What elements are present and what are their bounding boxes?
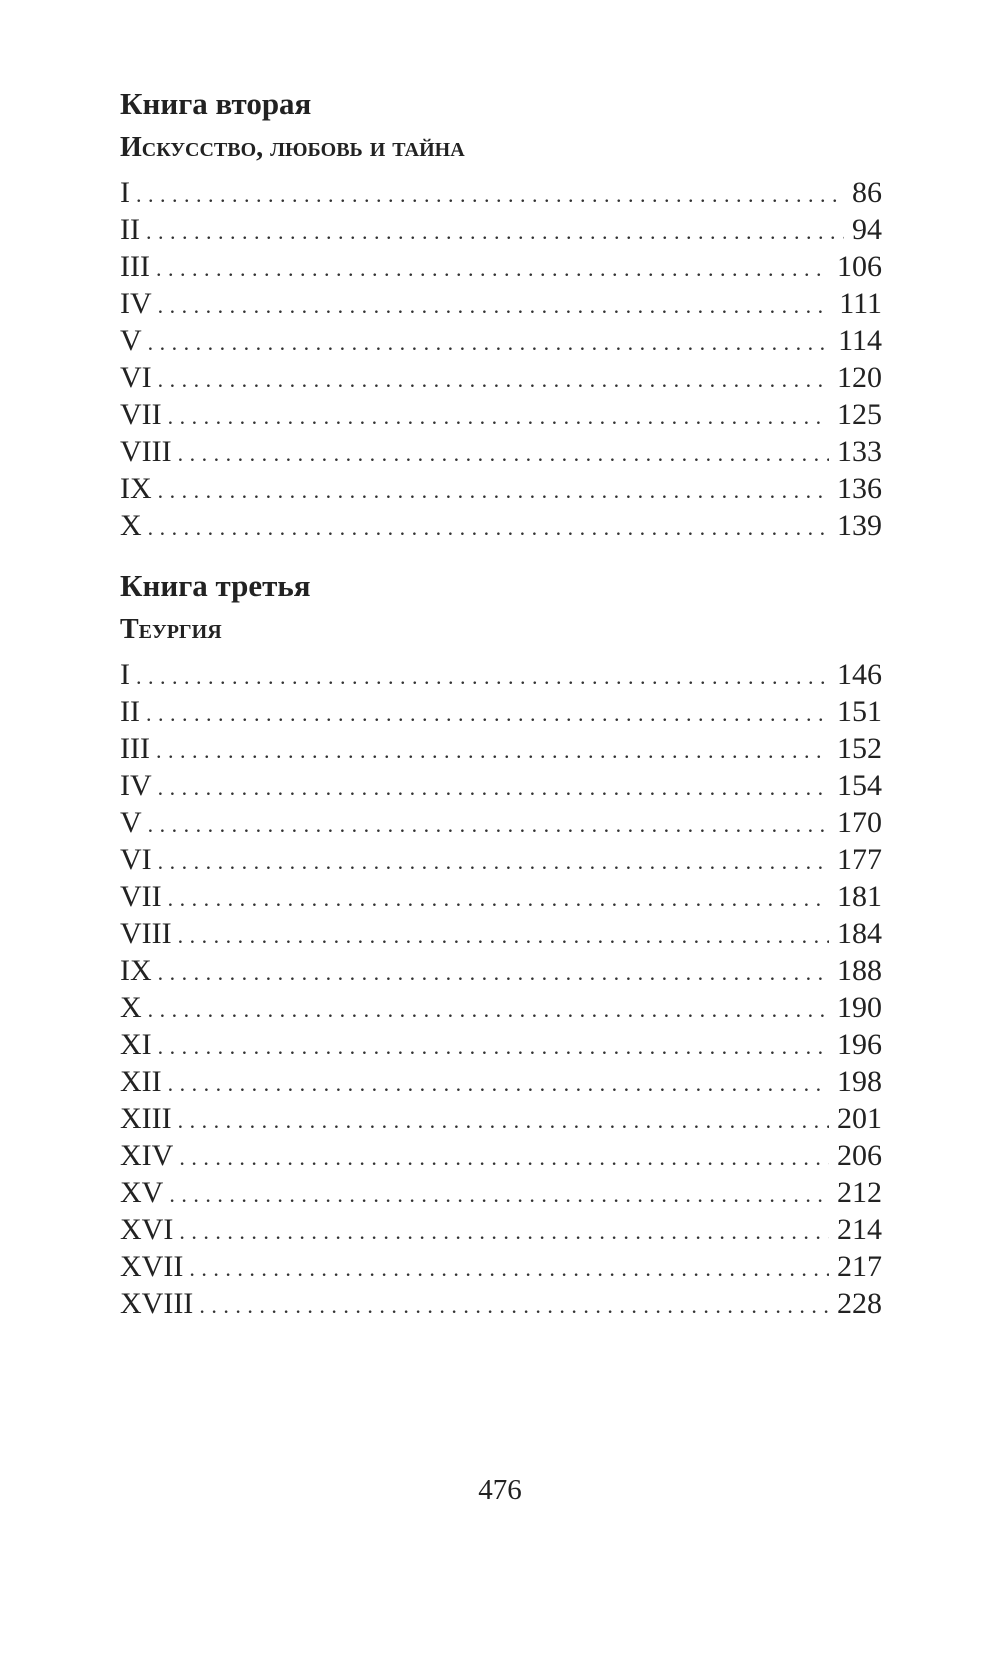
- toc-entry: [120, 915, 882, 952]
- dot-leader: [146, 695, 829, 732]
- book-section: [120, 84, 882, 544]
- chapter-number: XIII: [120, 1102, 172, 1135]
- page-reference: 120: [837, 361, 882, 394]
- page-reference: 111: [839, 287, 882, 320]
- dot-leader: [178, 435, 829, 472]
- page-reference: 212: [837, 1176, 882, 1209]
- part-title: Искусство, любовь и тайна: [120, 132, 465, 163]
- section-divider: [120, 544, 882, 566]
- toc-entry: [120, 285, 882, 322]
- chapter-number: XVI: [120, 1213, 174, 1246]
- dot-leader: [179, 1139, 829, 1176]
- book-section: [120, 566, 882, 1322]
- page-reference: 136: [837, 472, 882, 505]
- dot-leader: [158, 472, 829, 509]
- page-reference: 146: [837, 658, 882, 691]
- dot-leader: [156, 250, 829, 287]
- dot-leader: [168, 398, 829, 435]
- toc-entry: [120, 1100, 882, 1137]
- dot-leader: [146, 213, 844, 250]
- chapter-number: XIV: [120, 1139, 174, 1172]
- toc-entry: [120, 952, 882, 989]
- chapter-number: I: [120, 658, 130, 691]
- dot-leader: [189, 1250, 829, 1287]
- table-of-contents: [120, 84, 882, 1322]
- chapter-number: VII: [120, 398, 162, 431]
- chapter-number: XVIII: [120, 1287, 194, 1320]
- toc-entry: [120, 359, 882, 396]
- toc-entry: [120, 396, 882, 433]
- toc-entry: [120, 1026, 882, 1063]
- page-reference: 94: [852, 213, 882, 246]
- dot-leader: [178, 917, 829, 954]
- chapter-number: V: [120, 806, 142, 839]
- chapter-number: III: [120, 732, 150, 765]
- toc-entry: [120, 1137, 882, 1174]
- toc-entry: [120, 507, 882, 544]
- page-reference: 181: [837, 880, 882, 913]
- chapter-number: XII: [120, 1065, 162, 1098]
- chapter-number: X: [120, 509, 142, 542]
- page-reference: 152: [837, 732, 882, 765]
- dot-leader: [158, 287, 832, 324]
- dot-leader: [158, 361, 829, 398]
- toc-entry: [120, 693, 882, 730]
- toc-entry: [120, 1285, 882, 1322]
- page-reference: 228: [837, 1287, 882, 1320]
- dot-leader: [168, 1065, 829, 1102]
- toc-entry: [120, 1211, 882, 1248]
- page-reference: 206: [837, 1139, 882, 1172]
- chapter-number: XVII: [120, 1250, 184, 1283]
- dot-leader: [158, 769, 829, 806]
- toc-entry: [120, 656, 882, 693]
- dot-leader: [158, 954, 829, 991]
- chapter-number: VIII: [120, 435, 172, 468]
- chapter-number: II: [120, 213, 140, 246]
- chapter-number: VII: [120, 880, 162, 913]
- page-reference: 201: [837, 1102, 882, 1135]
- chapter-number: IV: [120, 287, 152, 320]
- dot-leader: [178, 1102, 829, 1139]
- page-reference: 139: [837, 509, 882, 542]
- toc-entry: [120, 878, 882, 915]
- dot-leader: [136, 658, 829, 695]
- book-title: Книга третья: [120, 568, 311, 603]
- toc-entry: [120, 989, 882, 1026]
- toc-entry: [120, 433, 882, 470]
- chapter-number: IX: [120, 954, 152, 987]
- dot-leader: [148, 806, 829, 843]
- chapter-number: XI: [120, 1028, 152, 1061]
- page-reference: 190: [837, 991, 882, 1024]
- toc-list: [120, 174, 882, 544]
- dot-leader: [199, 1287, 829, 1324]
- chapter-number: IX: [120, 472, 152, 505]
- dot-leader: [148, 509, 829, 546]
- dot-leader: [158, 843, 829, 880]
- page-reference: 198: [837, 1065, 882, 1098]
- page-number: 476: [478, 1474, 522, 1506]
- page-reference: 217: [837, 1250, 882, 1283]
- dot-leader: [179, 1213, 829, 1250]
- toc-entry: [120, 248, 882, 285]
- chapter-number: VI: [120, 843, 152, 876]
- toc-entry: [120, 804, 882, 841]
- part-title: Теургия: [120, 614, 222, 645]
- chapter-number: II: [120, 695, 140, 728]
- chapter-number: X: [120, 991, 142, 1024]
- toc-entry: [120, 730, 882, 767]
- dot-leader: [158, 1028, 829, 1065]
- page-reference: 106: [837, 250, 882, 283]
- dot-leader: [169, 1176, 829, 1213]
- toc-list: [120, 656, 882, 1322]
- dot-leader: [168, 880, 829, 917]
- chapter-number: VIII: [120, 917, 172, 950]
- book-title: Книга вторая: [120, 86, 312, 121]
- dot-leader: [148, 991, 829, 1028]
- dot-leader: [156, 732, 829, 769]
- page-reference: 151: [837, 695, 882, 728]
- page-reference: 196: [837, 1028, 882, 1061]
- chapter-number: III: [120, 250, 150, 283]
- toc-entry: [120, 470, 882, 507]
- chapter-number: V: [120, 324, 142, 357]
- toc-entry: [120, 322, 882, 359]
- toc-entry: [120, 841, 882, 878]
- dot-leader: [136, 176, 844, 213]
- page-reference: 214: [837, 1213, 882, 1246]
- page-reference: 184: [837, 917, 882, 950]
- chapter-number: XV: [120, 1176, 164, 1209]
- toc-entry: [120, 211, 882, 248]
- toc-entry: [120, 767, 882, 804]
- page-reference: 86: [852, 176, 882, 209]
- toc-entry: [120, 1174, 882, 1211]
- page-reference: 154: [837, 769, 882, 802]
- page-reference: 133: [837, 435, 882, 468]
- toc-entry: [120, 1248, 882, 1285]
- toc-entry: [120, 174, 882, 211]
- chapter-number: IV: [120, 769, 152, 802]
- chapter-number: I: [120, 176, 130, 209]
- page-reference: 188: [837, 954, 882, 987]
- chapter-number: VI: [120, 361, 152, 394]
- page-reference: 170: [837, 806, 882, 839]
- dot-leader: [148, 324, 830, 361]
- page-reference: 114: [838, 324, 882, 357]
- toc-entry: [120, 1063, 882, 1100]
- page-reference: 177: [837, 843, 882, 876]
- page-reference: 125: [837, 398, 882, 431]
